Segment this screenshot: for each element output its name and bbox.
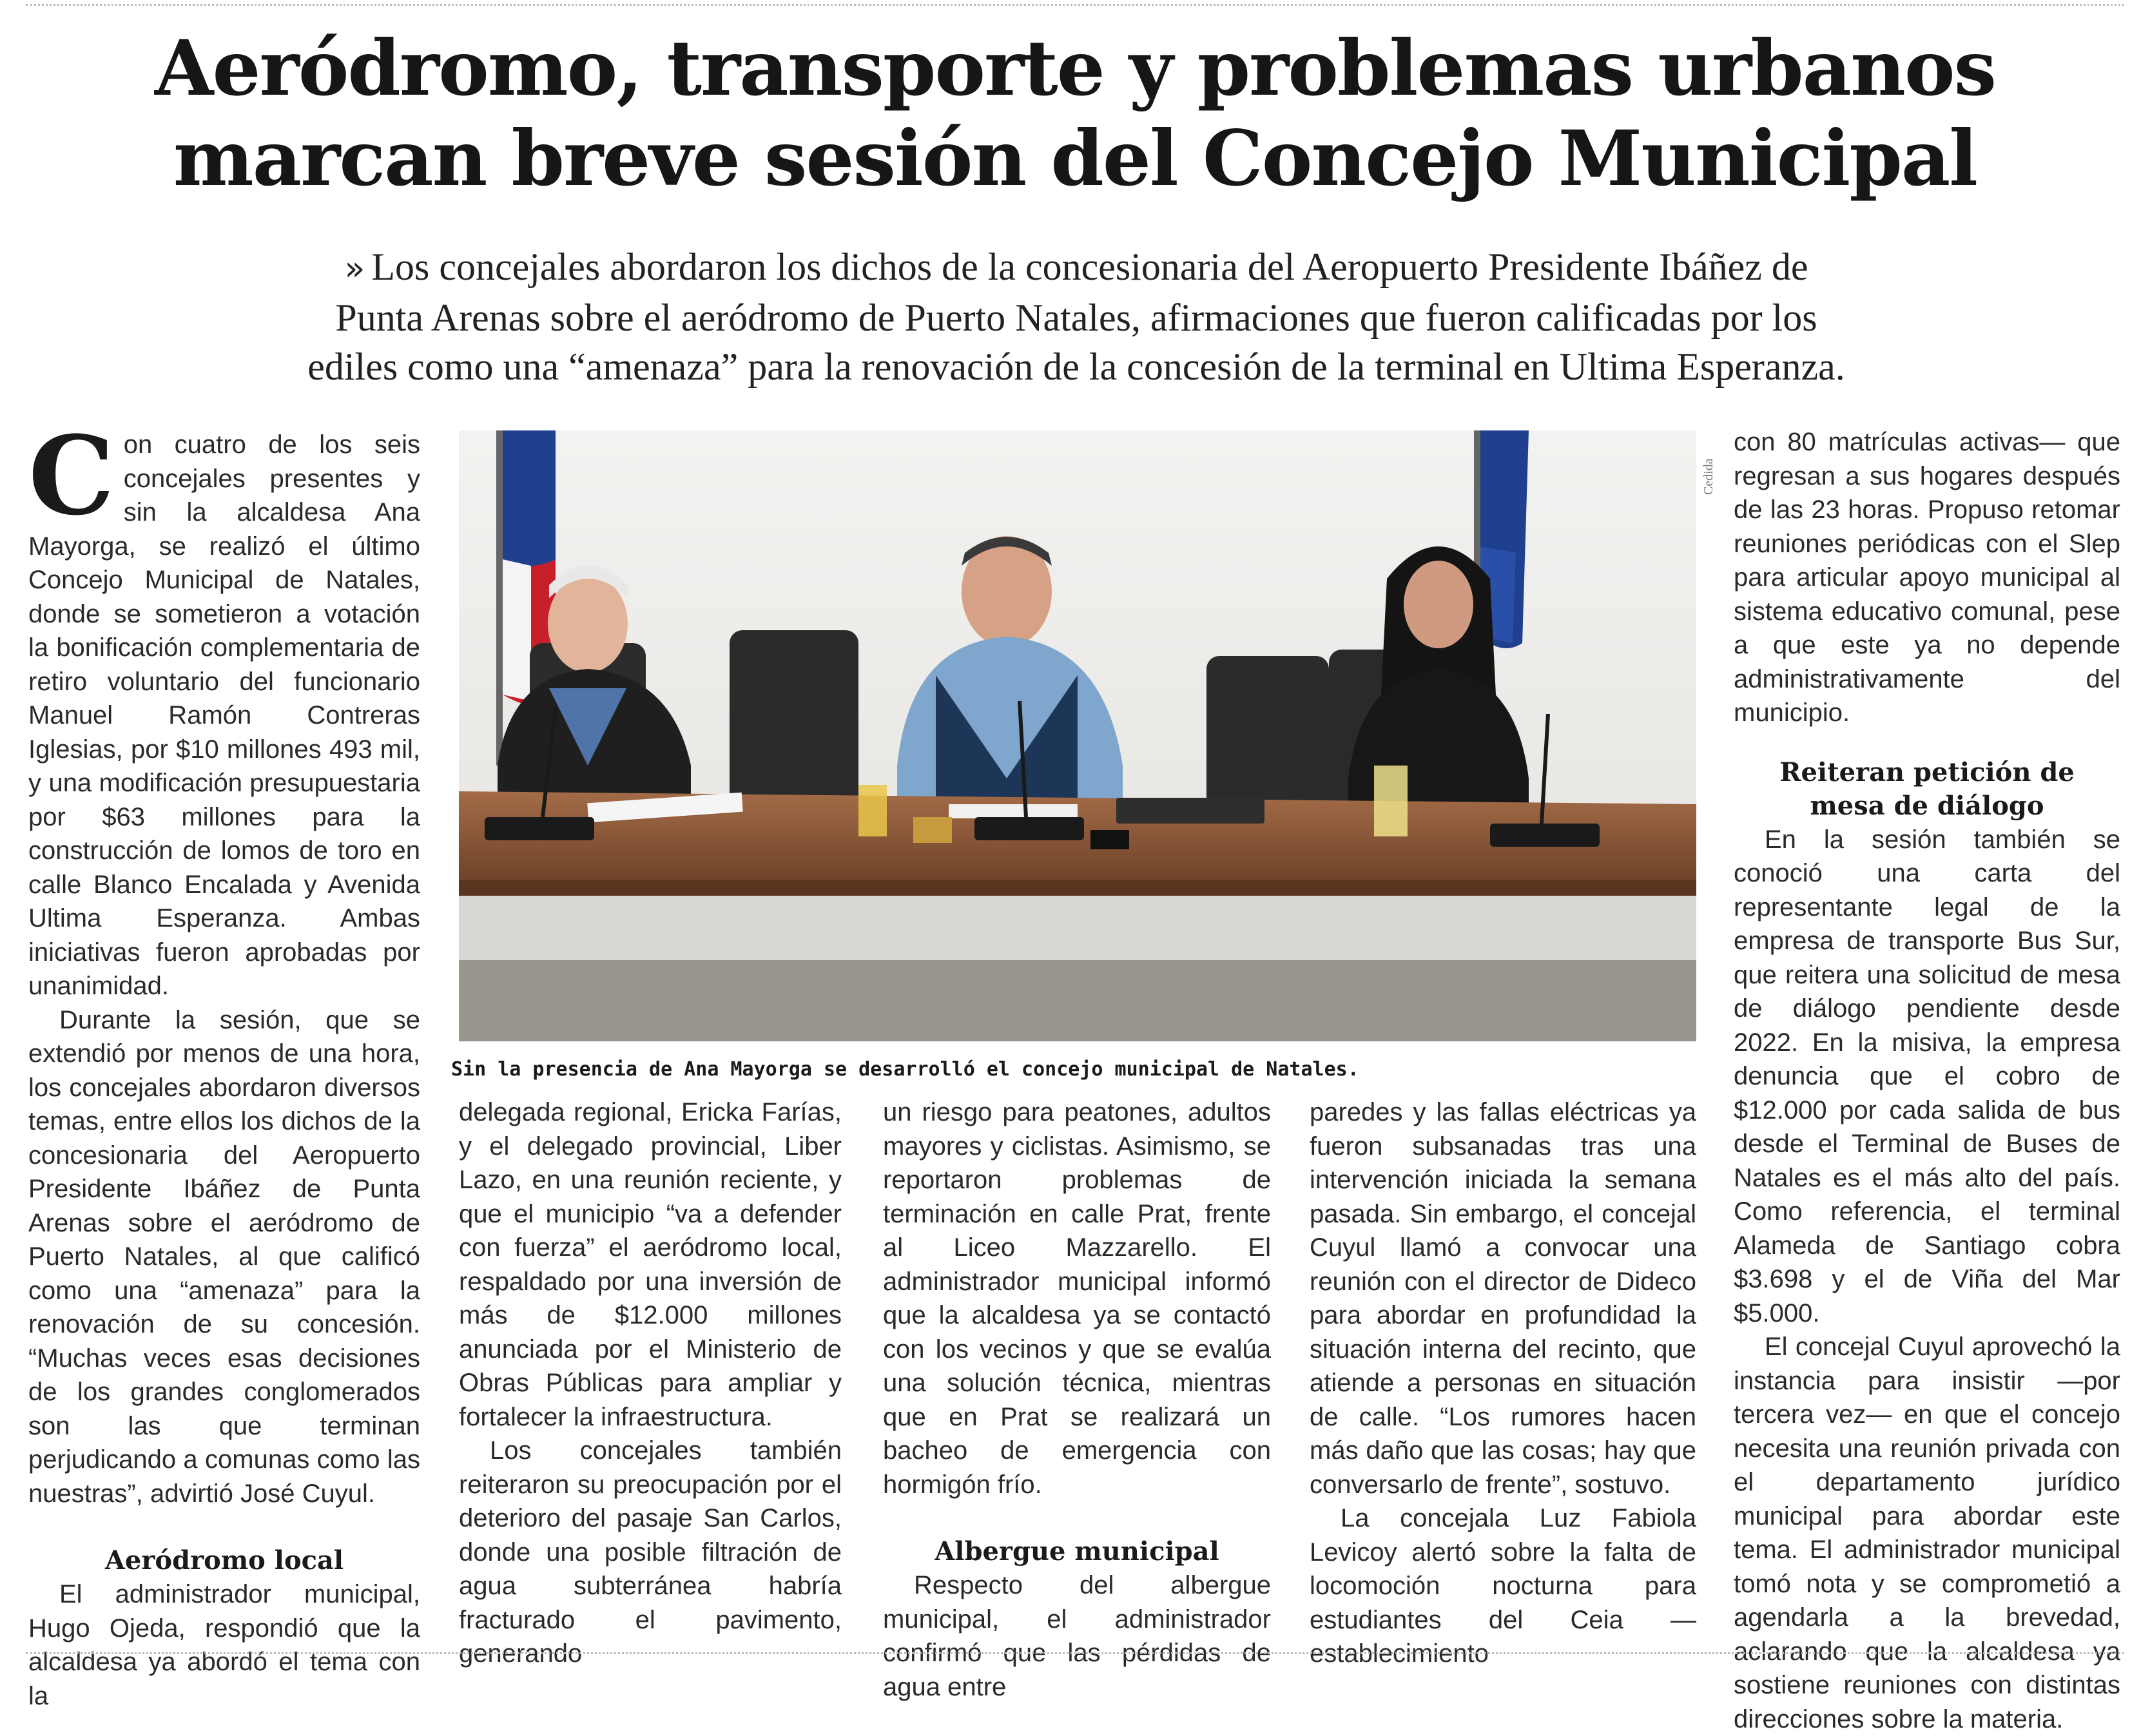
article-column-2	[459, 1095, 842, 1671]
subhead-albergue-municipal: Albergue municipal	[935, 1536, 1219, 1567]
column-5-paragraph-3: El concejal Cuyul aprovechó la instancia para insistir —por tercera vez— en que el concejo necesita una reunión privada con el departamento jurídico municipal para abordar este tema. El administrador municipal tomó nota y se comprometió a agendarla a la brevedad, aclarando que la alcaldesa ya sostiene reuniones con distintas direcciones sobre la materia.	[1734, 1333, 2120, 1733]
subhead-reiteran-peticion: Reiteran petición de mesa de diálogo	[1779, 757, 2075, 821]
deck	[303, 242, 1850, 391]
deck-line-2: Punta Arenas sobre el aeródromo de Puerto Natales, afirmaciones que fueron calificadas por los	[335, 296, 1817, 339]
article-column-5	[1734, 425, 2120, 1736]
article-column-3	[883, 1095, 1271, 1704]
bottom-dotted-rule	[26, 1652, 2124, 1654]
column-3-paragraph-2: Respecto del albergue municipal, el administrador confirmó que las pérdidas de agua entre	[883, 1571, 1271, 1701]
deck-line-3: ediles como una “amenaza” para la renovación de la concesión de la terminal en Ultima Esperanza.	[307, 345, 1845, 388]
article-column-4	[1310, 1095, 1696, 1671]
column-4-paragraph-2: La concejala Luz Fabiola Levicoy alertó sobre la falta de locomoción nocturna para estudiantes del Ceia —establecimiento	[1310, 1504, 1696, 1668]
column-1-paragraph-2: Durante la sesión, que se extendió por menos de una hora, los concejales abordaron diversos temas, entre ellos los dichos de la concesionaria del Aeropuerto Presidente Ibáñez de Punta Arenas sobre el aeródromo de Puerto Natales, al que calificó como una “amenaza” para la renovación de su concesión. “Muchas veces esas decisiones de los grandes conglomerados son las que terminan perjudicando a comunas como las nuestras”, advirtió José Cuyul.	[28, 1005, 420, 1508]
column-5-paragraph-1: con 80 matrículas activas— que regresan a sus hogares después de las 23 horas. Propuso retomar reuniones periódicas con el Slep para articular apoyo municipal al sistema educativo comunal, pese a que este ya no depende administrativamente del municipio.	[1734, 428, 2120, 727]
photo-credit: Cedida	[1701, 458, 1716, 495]
top-dotted-rule	[26, 4, 2124, 6]
deck-line-1: Los concejales abordaron los dichos de la concesionaria del Aeropuerto Presidente Ibáñez de	[371, 246, 1808, 288]
column-2-paragraph-2: Los concejales también reiteraron su preocupación por el deterioro del pasaje San Carlos, donde una posible filtración de agua subterránea habría fracturado el pavimento, generando	[459, 1436, 842, 1668]
column-1-paragraph-3: El administrador municipal, Hugo Ojeda, respondió que la alcaldesa ya abordó el tema con la	[28, 1580, 420, 1710]
headline-line-1: Aeródromo, transporte y problemas urbanos	[154, 23, 1996, 113]
drop-cap: C	[28, 412, 115, 539]
session-photo	[459, 430, 1696, 1041]
article-column-1	[28, 412, 420, 1713]
column-3-paragraph-1: un riesgo para peatones, adultos mayores y ciclistas. Asimismo, se reportaron problemas de terminación en calle Prat, frente al Liceo Mazzarello. El administrador municipal informó que la alcaldesa ya se contactó con los vecinos y que se evalúa una solución técnica, mientras que en Prat se realizará un bacheo de emergencia con hormigón frío.	[883, 1098, 1271, 1499]
chevron-right-icon: »	[344, 249, 365, 288]
column-1-paragraph-1: on cuatro de los seis concejales presentes y sin la alcaldesa Ana Mayorga, se realizó el último Concejo Municipal de Natales, donde se sometieron a votación la bonificación complementaria de retiro voluntario del funcionario Manuel Ramón Contreras Iglesias, por $10 millones 493 mil, y una modificación presupuestaria por $63 millones para la construcción de lomos de toro en calle Blanco Encalada y Avenida Ultima Esperanza. Ambas iniciativas fueron aprobadas por unanimidad.	[28, 430, 420, 1000]
column-4-paragraph-1: paredes y las fallas eléctricas ya fueron subsanadas tras una intervención iniciada la semana pasada. Sin embargo, el concejal Cuyul llamó a convocar una reunión con el director de Dideco para abordar en profundidad la situación interna del recinto, que atiende a personas en situación de calle. “Los rumores hacen más daño que las cosas; hay que conversarlo de frente”, sostuvo.	[1310, 1098, 1696, 1499]
column-2-paragraph-1: delegada regional, Ericka Farías, y el delegado provincial, Liber Lazo, en una reunión reciente, y que el municipio “va a defender con fuerza” el aeródromo local, respaldado por una inversión de más de $12.000 millones anunciada por el Ministerio de Obras Públicas para ampliar y fortalecer la infraestructura.	[459, 1098, 842, 1431]
column-5-paragraph-2: En la sesión también se conoció una carta del representante legal de la empresa de transporte Bus Sur, que reitera una solicitud de mesa de diálogo pendiente desde 2022. En la misiva, la empresa denuncia que el cobro de $12.000 por cada salida de bus desde el Terminal de Buses de Natales es el más alto del país. Como referencia, el terminal Alameda de Santiago cobra $3.698 y el de Viña del Mar $5.000.	[1734, 825, 2120, 1327]
subhead-aerodromo-local: Aeródromo local	[104, 1545, 344, 1576]
headline-line-2: marcan breve sesión del Concejo Municipal	[173, 113, 1977, 203]
headline	[0, 23, 2150, 204]
photo-caption: Sin la presencia de Ana Mayorga se desarrolló el concejo municipal de Natales.	[451, 1058, 1359, 1081]
